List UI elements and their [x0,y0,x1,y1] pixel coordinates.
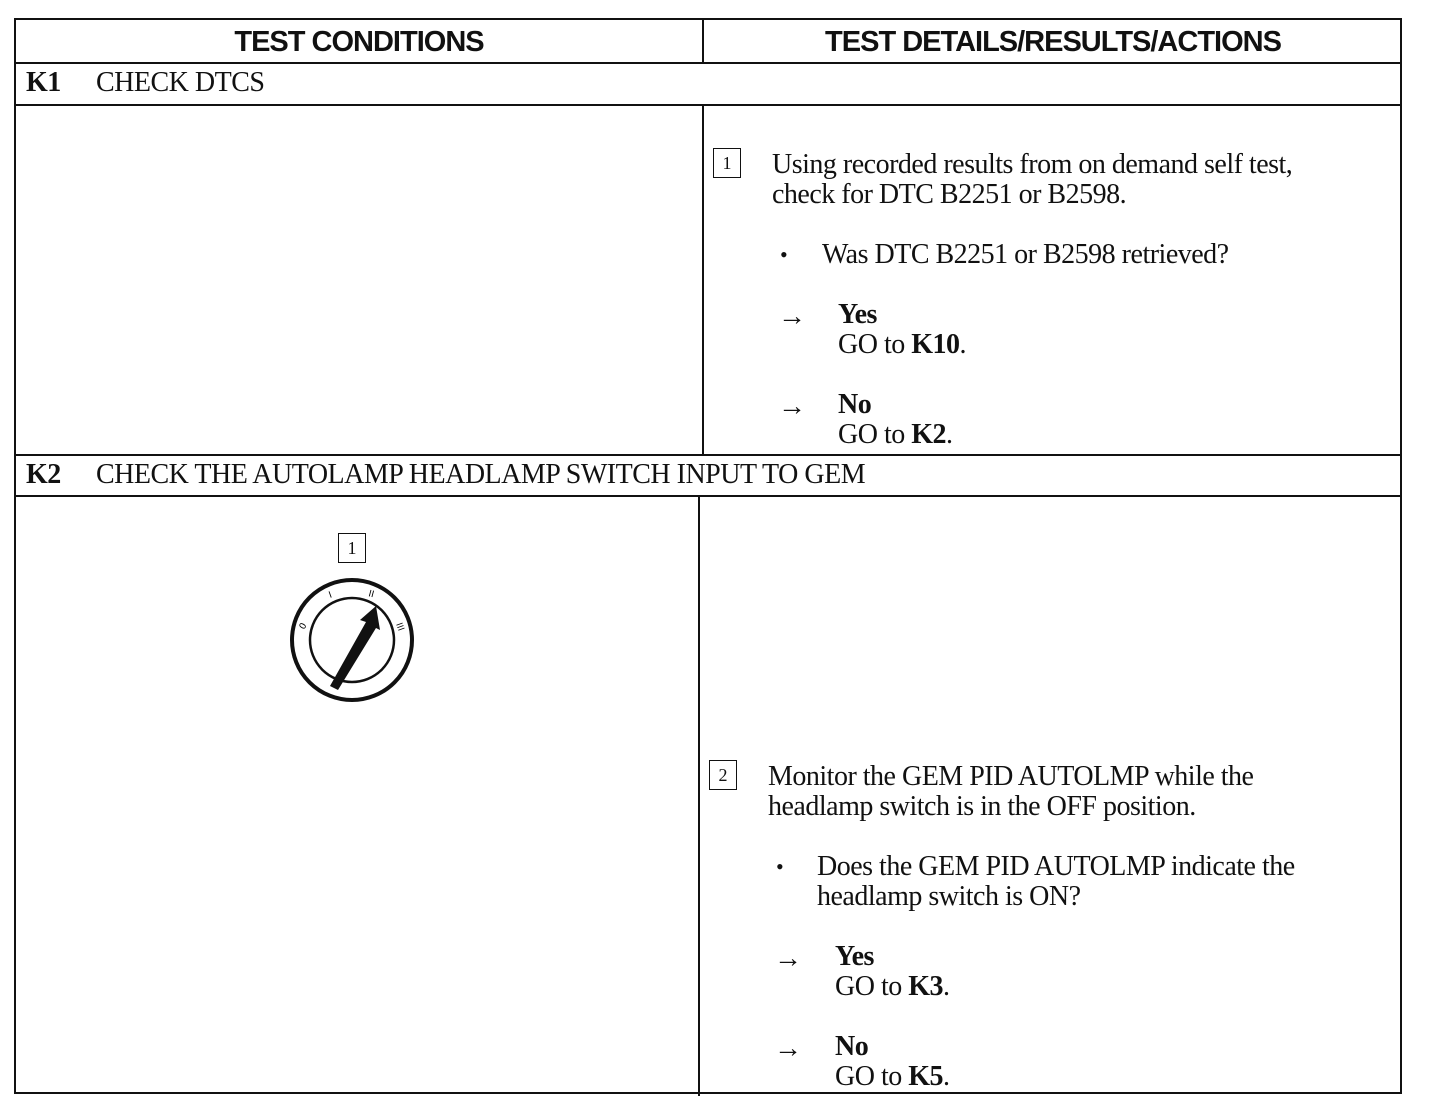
k1-instruction-line2: check for DTC B2251 or B2598. [772,179,1127,210]
header-test-conditions: TEST CONDITIONS [234,26,484,58]
k2-no-action [835,1062,950,1092]
dial-position-2: II [367,589,375,601]
column-divider-k1 [702,104,704,454]
dial-position-1: I [327,590,334,601]
k2-step-number-box: 2 [709,760,737,790]
k2-no-label: No [835,1031,869,1062]
k1-yes-arrow: → [778,301,806,332]
k2-question-line1: Does the GEM PID AUTOLMP indicate the [817,851,1295,882]
step-k2-title: CHECK THE AUTOLAMP HEADLAMP SWITCH INPUT TO GEM [96,459,866,490]
k1-instruction-line1: Using recorded results from on demand self test, [772,149,1293,180]
k2-instruction-line1: Monitor the GEM PID AUTOLMP while the [768,761,1254,792]
k2-yes-target: K3 [908,971,944,1002]
k1-bullet: • [780,242,788,267]
k1-question: Was DTC B2251 or B2598 retrieved? [822,239,1229,270]
k1-yes-label: Yes [838,299,877,330]
ignition-switch-dial-icon [284,572,420,708]
k1-no-arrow: → [778,391,806,422]
k1-yes-target: K10 [911,329,960,360]
divider-under-k1-title [16,104,1400,106]
k2-yes-go: GO to [835,971,902,1002]
step-k1-title: CHECK DTCS [96,67,265,98]
k2-yes-label: Yes [835,941,874,972]
k2-no-go: GO to [835,1061,902,1092]
k1-no-go: GO to [838,419,905,450]
dial-inner-ring [310,598,394,682]
k1-no-label: No [838,389,872,420]
divider-under-k2-title [16,495,1400,497]
k1-yes-go: GO to [838,329,905,360]
k1-no-period: . [946,419,953,450]
k2-question-line2: headlamp switch is ON? [817,881,1081,912]
k2-yes-arrow: → [774,943,802,974]
k1-step-number-box: 1 [713,148,741,178]
header-test-details: TEST DETAILS/RESULTS/ACTIONS [825,26,1281,58]
step-k2-code: K2 [26,459,61,490]
k2-instruction-line2: headlamp switch is in the OFF position. [768,791,1196,822]
column-divider-k2 [698,495,700,1096]
column-divider-header [702,20,704,62]
step-k1-code: K1 [26,67,61,98]
k2-yes-action [835,972,950,1002]
k2-no-arrow: → [774,1033,802,1064]
k2-yes-period: . [943,971,950,1002]
step-k1-title-row [16,64,1400,102]
dial-position-3: III [393,621,406,633]
k1-no-action [838,420,953,450]
k2-no-period: . [943,1061,950,1092]
k2-figure-step-number-box: 1 [338,533,366,563]
k1-yes-period: . [959,329,967,360]
diagnostic-table [14,18,1402,1094]
dial-position-0: 0 [297,621,310,632]
k2-no-target: K5 [908,1061,944,1092]
step-k2-title-row [16,456,1400,494]
k1-no-target: K2 [911,419,947,450]
k1-yes-action [838,330,966,360]
k2-bullet: • [776,854,784,879]
